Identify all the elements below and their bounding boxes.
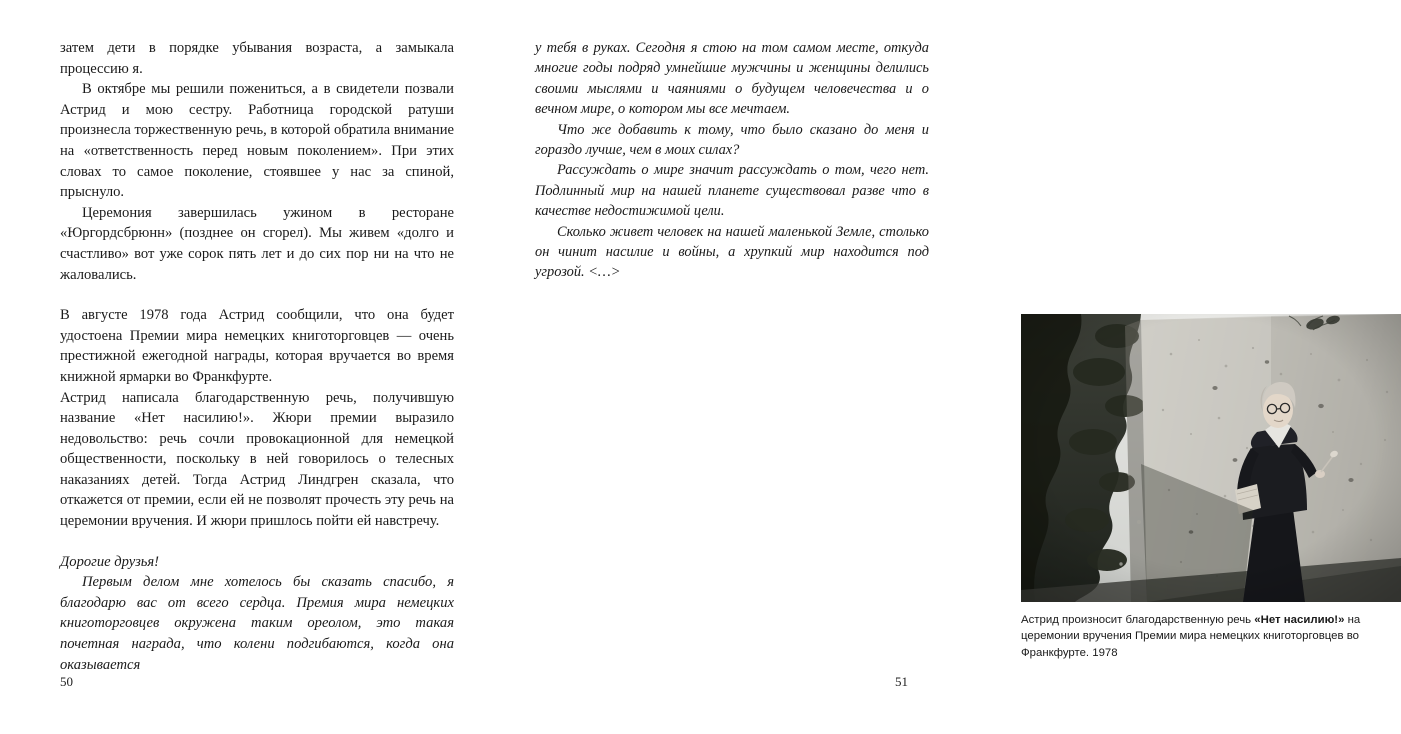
letter-paragraph: Первым делом мне хотелось бы сказать спасибо, я благодарю вас от всего сердца. Премия мира немецких книготорговцев окружена таким ореолом, это такая почетная награда, что колени подгибаются, когда она оказывается [60,574,454,673]
paragraph: В октябре мы решили пожениться, а в свидетели позвали Астрид и мою сестру. Работница городской ратуши произнесла торжественную речь, в которой обратила внимание на «ответственность перед новым поколением». При этих словах то самое поколение, стоявшее у нас за спиной, прыснуло. [60,81,454,201]
right-text-column [535,38,929,283]
photo-caption [1021,612,1401,661]
left-text-column [60,38,454,675]
photograph [1021,314,1401,602]
right-page [485,0,1361,734]
page-number-left: 50 [60,674,73,689]
caption-bold: «Нет насилию!» [1254,614,1345,626]
page-number-right: 51 [895,674,908,689]
caption-suffix: на церемонии вручения Премии мира немецких книготорговцев во Франкфурте. 1978 [1021,614,1361,659]
paragraph-spacer [60,532,454,552]
photo-figure [1021,314,1401,661]
letter-paragraph: Сколько живет человек на нашей маленькой Земле, столько он чинит насилие и войны, а хрупкий мир находится под угрозой. <…> [535,223,929,281]
paragraph: Церемония завершилась ужином в ресторане «Юргордсбрюнн» (позднее он сгорел). Мы живем «долго и счастливо» вот уже сорок пять лет и до сих пор ни на что не жаловались. [60,204,454,283]
paragraph: В августе 1978 года Астрид сообщили, что она будет удостоена Премии мира немецких книготорговцев — очень престижной ежегодной награды, которая вручается во время книжной ярмарки во Франкфурте. [60,307,454,385]
letter-paragraph: Что же добавить к тому, что было сказано до меня и гораздо лучше, чем в моих силах? [535,121,929,159]
letter-salutation: Дорогие друзья! [60,553,160,570]
paragraph: затем дети в порядке убывания возраста, а замыкала процессию я. [60,40,454,77]
paragraph: Астрид написала благодарственную речь, получившую название «Нет насилию!». Жюри премии выразило недовольство: речь сочли провокационной для немецкой общественности, поскольку в ней говорилось о телесных наказаниях детей. Тогда Астрид Линдгрен сказала, что откажется от премии, если ей не позволят прочесть эту речь на церемонии вручения. И жюри пришлось пойти ей навстречу. [60,389,454,530]
left-page [0,0,485,734]
caption-prefix: Астрид произносит благодарственную речь [1021,614,1255,626]
letter-paragraph: у тебя в руках. Сегодня я стою на том самом месте, откуда многие годы подряд умнейшие мужчины и женщины делились своими мыслями и чаяниями о будущем человечества и о вечном мире, о котором мы все мечтаем. [535,40,929,118]
paragraph-spacer [60,285,454,305]
letter-paragraph: Рассуждать о мире значит рассуждать о том, чего нет. Подлинный мир на нашей планете существовал разве что в качестве недостижимой цели. [535,162,929,220]
